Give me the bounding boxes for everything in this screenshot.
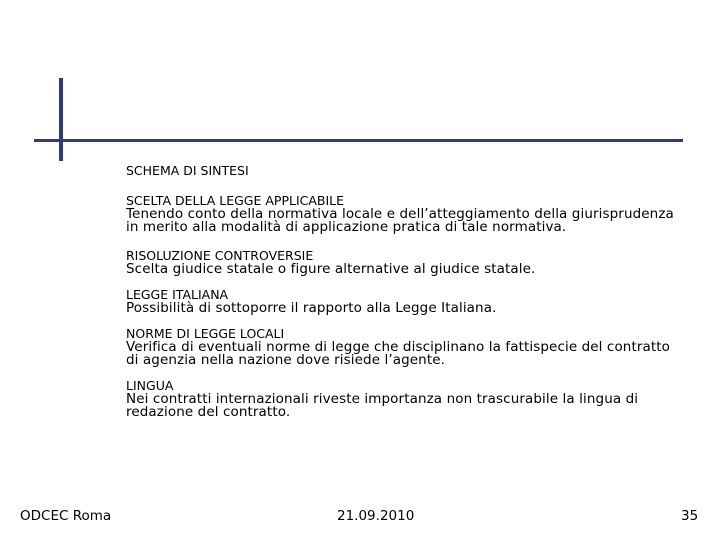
section-text-line: redazione del contratto. <box>126 404 291 420</box>
section-text-line: Nei contratti internazionali riveste importanza non trascurabile la lingua di <box>126 391 639 407</box>
section-scelta-legge <box>126 193 706 234</box>
section-heading: NORME DI LEGGE LOCALI <box>126 326 285 341</box>
section-norme-locali <box>126 326 706 367</box>
slide-title: SCHEMA DI SINTESI <box>126 163 249 178</box>
section-text-line: Possibilità di sottoporre il rapporto alla Legge Italiana. <box>126 300 497 316</box>
section-risoluzione-controversie <box>126 248 706 276</box>
section-text-line: Tenendo conto della normativa locale e dell’atteggiamento della giurisprudenza <box>126 206 674 222</box>
decorative-vertical-line <box>59 78 63 161</box>
section-text-line: Scelta giudice statale o figure alternative al giudice statale. <box>126 261 536 277</box>
section-heading: SCELTA DELLA LEGGE APPLICABILE <box>126 193 345 208</box>
section-heading: LEGGE ITALIANA <box>126 287 229 302</box>
section-heading: RISOLUZIONE CONTROVERSIE <box>126 248 314 263</box>
footer-date: 21.09.2010 <box>337 508 415 524</box>
footer-page-number: 35 <box>681 508 699 524</box>
section-heading: LINGUA <box>126 378 174 393</box>
footer-organization: ODCEC Roma <box>20 508 112 524</box>
section-text-line: di agenzia nella nazione dove risiede l’agente. <box>126 352 446 368</box>
decorative-horizontal-line <box>34 139 683 142</box>
section-text-line: Verifica di eventuali norme di legge che disciplinano la fattispecie del contratto <box>126 339 671 355</box>
section-text-line: in merito alla modalità di applicazione pratica di tale normativa. <box>126 219 567 235</box>
slide-content <box>126 163 706 430</box>
section-lingua <box>126 378 706 419</box>
section-legge-italiana <box>126 287 706 315</box>
